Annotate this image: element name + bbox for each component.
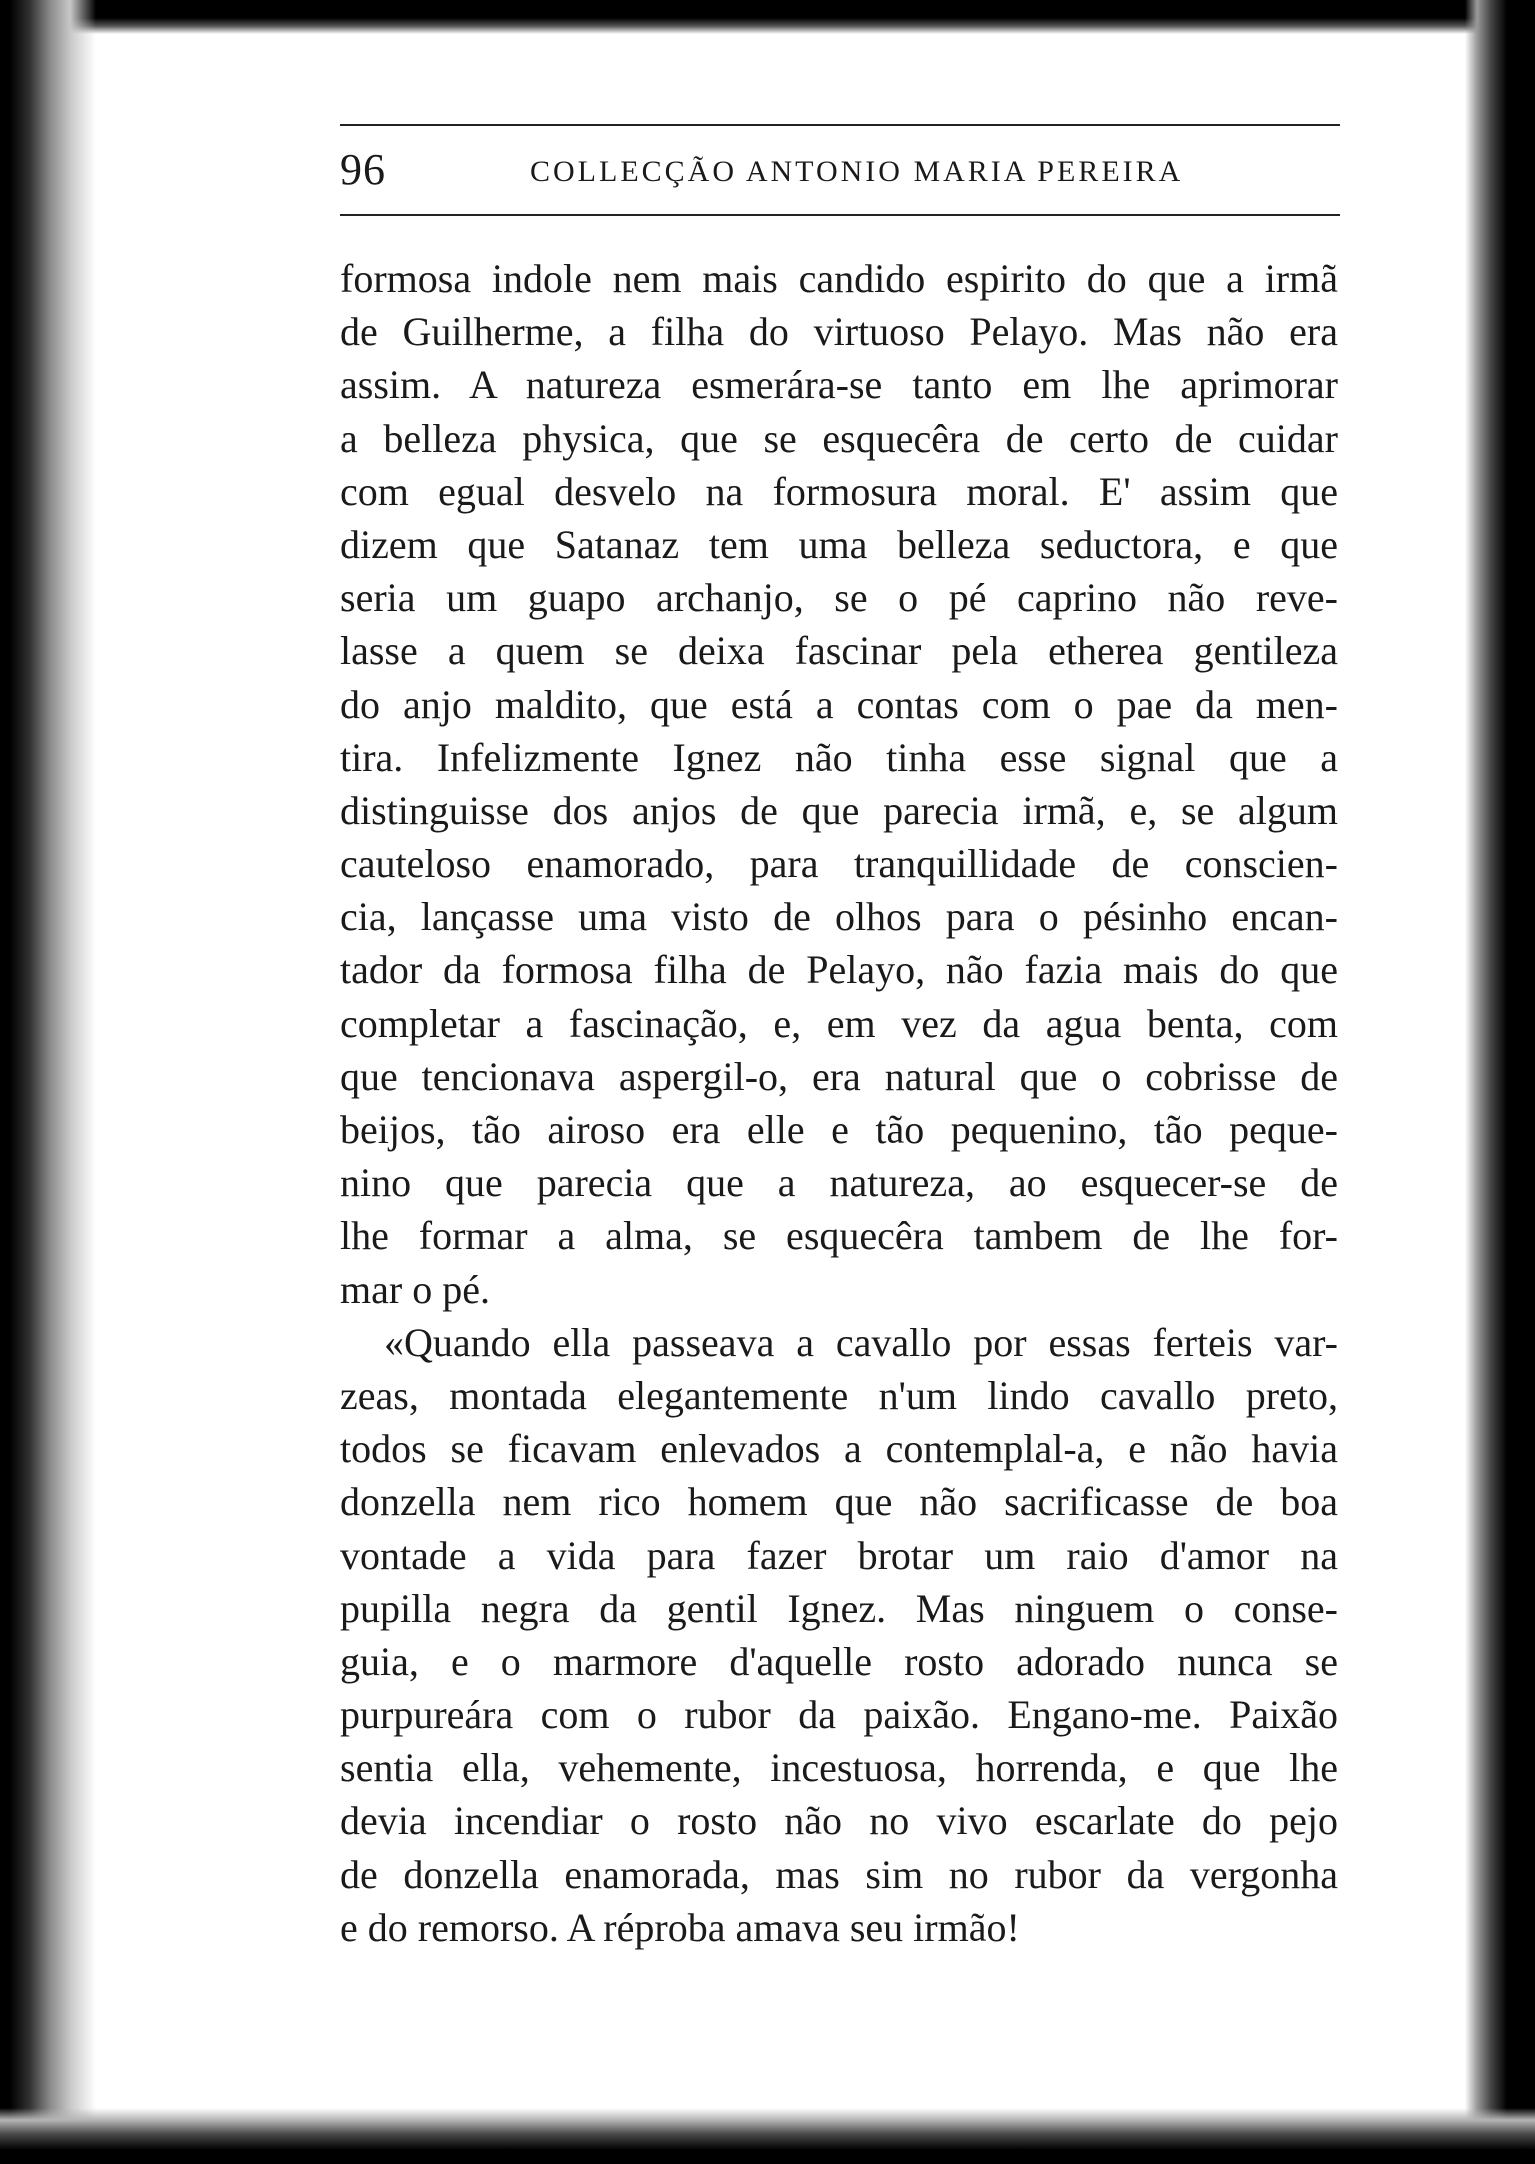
text-line: do anjo maldito, que está a contas com o pae da men- [340,681,1338,727]
header-rule-bottom [340,214,1340,216]
text-line: de Guilherme, a filha do virtuoso Pelayo. Mas não era [340,309,1338,355]
running-title: COLLECÇÃO ANTONIO MARIA PEREIRA [530,155,1184,188]
text-line: completar a fascinação, e, em vez da agua benta, com [340,1000,1338,1046]
text-line: zeas, montada elegantemente n'um lindo cavallo preto, [340,1372,1338,1418]
text-line: vontade a vida para fazer brotar um raio d'amor na [340,1532,1338,1578]
scan-edge-top [0,0,1535,34]
header-rule-top [340,124,1340,126]
text-line: seria um guapo archanjo, se o pé caprino não reve- [340,575,1338,621]
paragraph-1 [340,252,1338,1316]
text-line: a belleza physica, que se esquecêra de certo de cuidar [340,415,1338,461]
text-line: tador da formosa filha de Pelayo, não fazia mais do que [340,947,1338,993]
scan-edge-bottom [0,2108,1535,2164]
text-line: distinguisse dos anjos de que parecia irmã, e, se algum [340,787,1338,833]
text-line: sentia ella, vehemente, incestuosa, horrenda, e que lhe [340,1745,1338,1791]
text-line: «Quando ella passeava a cavallo por essas ferteis var- [384,1319,1338,1365]
text-line: cauteloso enamorado, para tranquillidade de conscien- [340,841,1338,887]
text-line: guia, e o marmore d'aquelle rosto adorado nunca se [340,1638,1338,1684]
text-line: tira. Infelizmente Ignez não tinha esse signal que a [340,734,1338,780]
text-line: beijos, tão airoso era elle e tão pequenino, tão peque- [340,1107,1338,1152]
text-line: que tencionava aspergil-o, era natural que o cobrisse de [340,1053,1338,1099]
text-line: nino que parecia que a natureza, ao esquecer-se de [340,1160,1338,1206]
text-line: de donzella enamorada, mas sim no rubor da vergonha [340,1851,1338,1897]
text-line: pupilla negra da gentil Ignez. Mas ninguem o conse- [340,1585,1338,1631]
text-line: assim. A natureza esmerára-se tanto em lhe aprimorar [340,362,1338,408]
page-number: 96 [340,145,386,194]
text-line: purpureára com o rubor da paixão. Engano-me. Paixão [340,1692,1338,1738]
body-text [340,252,1338,1954]
text-line: devia incendiar o rosto não no vivo escarlate do pejo [340,1798,1338,1844]
text-line: lasse a quem se deixa fascinar pela etherea gentileza [340,628,1338,674]
text-line: lhe formar a alma, se esquecêra tambem de lhe for- [340,1213,1338,1259]
paragraph-2 [340,1316,1338,1954]
text-line: cia, lançasse uma visto de olhos para o pésinho encan- [340,894,1338,940]
text-line: com egual desvelo na formosura moral. E' assim que [340,468,1338,514]
text-line: dizem que Satanaz tem uma belleza seductora, e que [340,521,1338,567]
scan-edge-left [0,0,96,2164]
scan-edge-right [1465,0,1535,2164]
text-line: formosa indole nem mais candido espirito do que a irmã [340,256,1338,301]
text-line: todos se ficavam enlevados a contemplal-a, e não havia [340,1426,1338,1472]
text-line: e do remorso. A réproba amava seu irmão! [340,1904,1020,1950]
text-line: donzella nem rico homem que não sacrificasse de boa [340,1479,1338,1525]
text-line: mar o pé. [340,1266,490,1312]
